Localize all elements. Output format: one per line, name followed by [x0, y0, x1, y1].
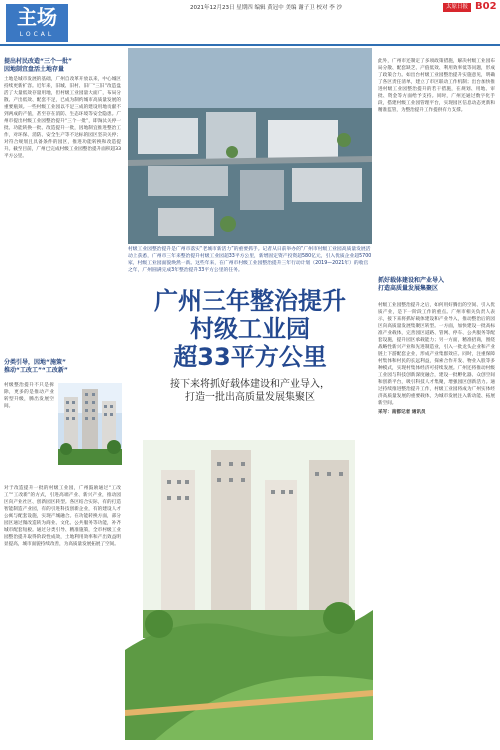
building-photo [58, 383, 122, 465]
city-towers-illustration [125, 410, 373, 740]
left-headline-1 [4, 58, 121, 74]
main-headline-line-2: 村级工业园 [190, 315, 310, 343]
right-body-2-text: 村级工业园整治提升之后，如何用好腾出的空间、引入优质产业，是下一阶段工作的重点。广州市相关负责人表示，接下来将抓好载体建设和产业导入，推动整治后的园区向高质量发展集聚区转型。一方面，加快建设一批高标准产业载体，完善园区道路、管网、停车、公共服务等配套设施，提升园区承载能力；另一方面，精准招商，围绕战略性新兴产业和先进制造业，引入一批龙头企业和产业链上下游配套企业，形成产业集群效应。同时，注重保障村集体和村民的长远利益，探索合作开发、物业入股等多种模式，实现村集体经济可持续发展。广州还将推动村级工业园与科技创新深度融合，建设一批孵化器、众创空间和创新平台，吸引科技人才集聚，增强园区创新活力。通过持续推进整治提升工作，村级工业园将成为广州实体经济高质量发展的重要载体，为城市发展注入新动能、拓展新空间。 [378, 303, 495, 406]
right-body-2 [378, 302, 495, 742]
masthead-rule [0, 44, 500, 46]
left-headline-1a: 提出村民改造“三个一批” [4, 58, 72, 65]
industrial-park-aerial-photo [128, 48, 372, 244]
photo-caption: 村级工业园整治提升是广州市落实“老城市新活力”的重要抓手。记者从日前举办的“广州市村级工业园高质量发展活动上获悉，广州市三年来整治提升村级工业园超33平方公里，新增固定资产投资超580亿元，引入优质企业超5700家，村级工业园面貌焕然一新。这些年来，在广州市村级工业园整治提升三年行动计划（2019—2021年）的收官之年，广州圆满完成3年整治提升33平方公里的任务。 [128, 247, 372, 273]
right-headline-b: 打造高质量发展集聚区 [378, 285, 439, 292]
byline: 采写：南都记者 通讯员 [378, 410, 426, 415]
left-body-2b: 对于改造提升一批的村级工业园，广州鼓励通过“工改工”“工改新”的方式，引进高端产业、新兴产业，推动园区向产业社区、创新园区转型。各区结合实际，有的打造智能制造产业园，有的引进科技创新企业，有的建设人才公寓与配套设施，实现产城融合。在功能转换方面，部分园区通过微改造转为商业、文化、公共服务等功能，补齐城市配套短板。通过分类引导、精准施策，全市村级工业园整治提升取得阶段性成效，土地利用效率和产出效益明显提高，城市面貌持续改善，为高质量发展拓展了空间。 [4, 486, 121, 547]
right-headline [378, 277, 495, 293]
left-body-2a: 村级整治提升不只是拆除，更多的是推动产业转型升级，腾出发展空间。 [4, 383, 54, 409]
subheadline-line-2: 打造一批出高质量发展集聚区 [185, 392, 315, 403]
masthead [0, 0, 500, 52]
section-title: 主场 [17, 5, 57, 29]
left-headline-2 [4, 359, 121, 375]
newspaper-tag: 太原日报 [443, 3, 471, 12]
section-subtitle: LOCAL [19, 31, 55, 38]
left-headline-2b: 推动“工改工”“工改新” [4, 367, 68, 374]
left-headline-2a: 分类引导，因地“施策” [4, 359, 66, 366]
left-body-1: 土地是城市发展的基础，广州自改革开放以来，中心城区持续更新扩容。近年来，旧城、旧村、旧厂“三旧”改造盘活了大量低效存量用地，但村级工业园量大面广，布局分散、产出低效、配套不足，已成为制约城市高质量发展的重要瓶颈。一些村级工业园以不足三成的建设用地贡献不到两成的产值，甚至存在消防、生态环境等安全隐患。广州市提出村级工业园整治提升“三个一批”，即淘汰关停一批、功能转换一批、改造提升一批，因地制宜推进整治工作，对环保、消防、安全生产等不达标的园区坚决关停；对符合规划且具备条件的园区，推进功能转换和改造提升。截至目前，广州已完成村级工业园整治提升面积超33平方公里。 [4, 77, 121, 159]
main-headline-line-1: 广州三年整治提升 [154, 287, 346, 315]
section-block [6, 4, 68, 42]
right-headline-a: 抓好载体建设和产业导入 [378, 277, 445, 284]
page-number: B02 [475, 1, 497, 12]
subheadline-line-1: 接下来将抓好载体建设和产业导入， [170, 379, 330, 390]
right-body-1: 此外，广州市还制定了多项政策措施，解决村级工业园布局分散、配套缺乏、产值低效、利用效率低等问题，形成了政策合力。如出台村级工业园整治提升实施意见，明确了各区责任清单，建立了市区联动工作机制；出台加快推进村级工业园整治提升的若干措施，在规划、用地、审批、资金等方面给予支持。同时，广州还通过数字化手段，搭建村级工业园管理平台，实现园区信息动态更新和精准监管，为整治提升工作提供有力支撑。 [378, 59, 495, 113]
left-headline-1b: 因地制宜盘活土地存量 [4, 66, 65, 73]
dateline: 2021年12月23日 星期四 编辑 黄冠中 美编 谢子卫 校对 李 沙 [190, 5, 342, 11]
main-headline-line-3: 超33平方公里 [173, 343, 327, 371]
